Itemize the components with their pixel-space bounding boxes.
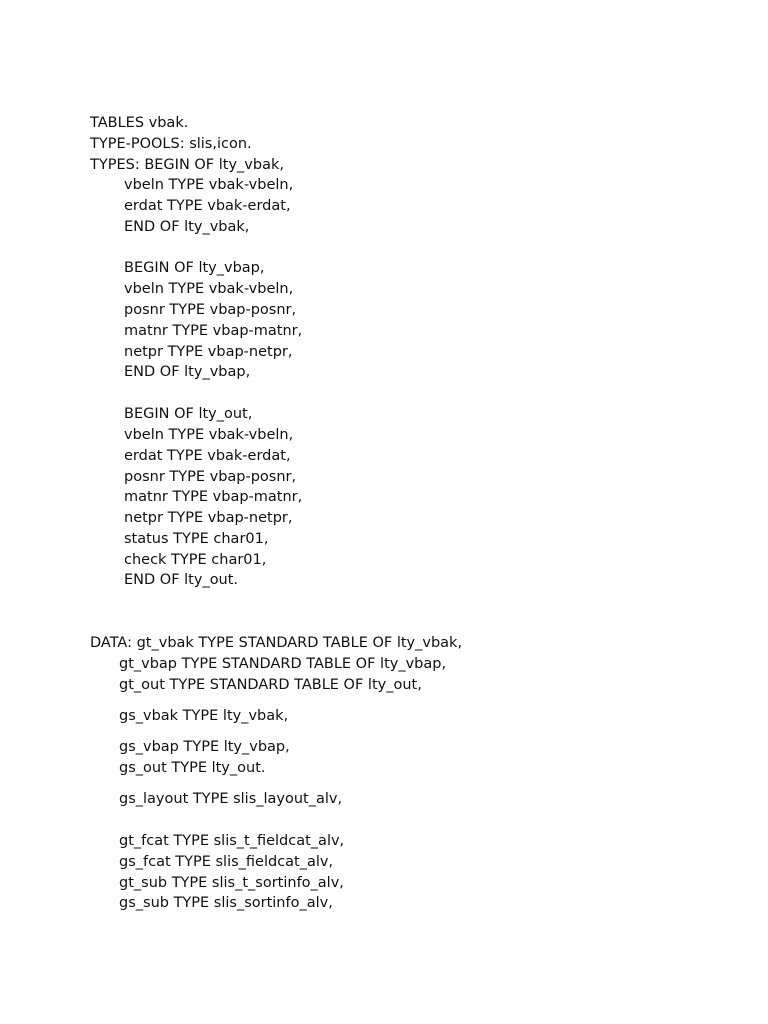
code-line: matnr TYPE vbap-matnr,: [124, 489, 303, 505]
code-line: gt_out TYPE STANDARD TABLE OF lty_out,: [119, 677, 422, 693]
code-line: gt_sub TYPE slis_t_sortinfo_alv,: [119, 875, 344, 891]
code-line: netpr TYPE vbap-netpr,: [124, 510, 293, 526]
code-line: gt_vbap TYPE STANDARD TABLE OF lty_vbap,: [119, 656, 447, 672]
code-line: TABLES vbak.: [90, 115, 189, 131]
code-line: END OF lty_vbap,: [124, 364, 251, 380]
code-line: matnr TYPE vbap-matnr,: [124, 323, 303, 339]
code-line: TYPES: BEGIN OF lty_vbak,: [90, 157, 284, 173]
code-line: status TYPE char01,: [124, 531, 269, 547]
code-line: netpr TYPE vbap-netpr,: [124, 344, 293, 360]
code-line: gs_vbap TYPE lty_vbap,: [119, 739, 290, 755]
code-line: gs_layout TYPE slis_layout_alv,: [119, 791, 343, 807]
code-line: erdat TYPE vbak-erdat,: [124, 198, 291, 214]
code-line: posnr TYPE vbap-posnr,: [124, 469, 297, 485]
code-line: END OF lty_vbak,: [124, 219, 250, 235]
code-line: gs_vbak TYPE lty_vbak,: [119, 708, 289, 724]
code-line: posnr TYPE vbap-posnr,: [124, 302, 297, 318]
code-line: TYPE-POOLS: slis,icon.: [90, 136, 252, 152]
code-line: DATA: gt_vbak TYPE STANDARD TABLE OF lty_vbak,: [90, 635, 463, 651]
code-line: BEGIN OF lty_out,: [124, 406, 253, 422]
code-line: gs_fcat TYPE slis_fieldcat_alv,: [119, 854, 334, 870]
code-line: erdat TYPE vbak-erdat,: [124, 448, 291, 464]
code-line: check TYPE char01,: [124, 552, 267, 568]
code-line: gs_out TYPE lty_out.: [119, 760, 266, 776]
code-line: vbeln TYPE vbak-vbeln,: [124, 427, 294, 443]
code-line: vbeln TYPE vbak-vbeln,: [124, 177, 294, 193]
code-line: vbeln TYPE vbak-vbeln,: [124, 281, 294, 297]
code-line: gt_fcat TYPE slis_t_fieldcat_alv,: [119, 833, 345, 849]
code-line: gs_sub TYPE slis_sortinfo_alv,: [119, 895, 333, 911]
code-line: BEGIN OF lty_vbap,: [124, 260, 265, 276]
code-line: END OF lty_out.: [124, 572, 239, 588]
